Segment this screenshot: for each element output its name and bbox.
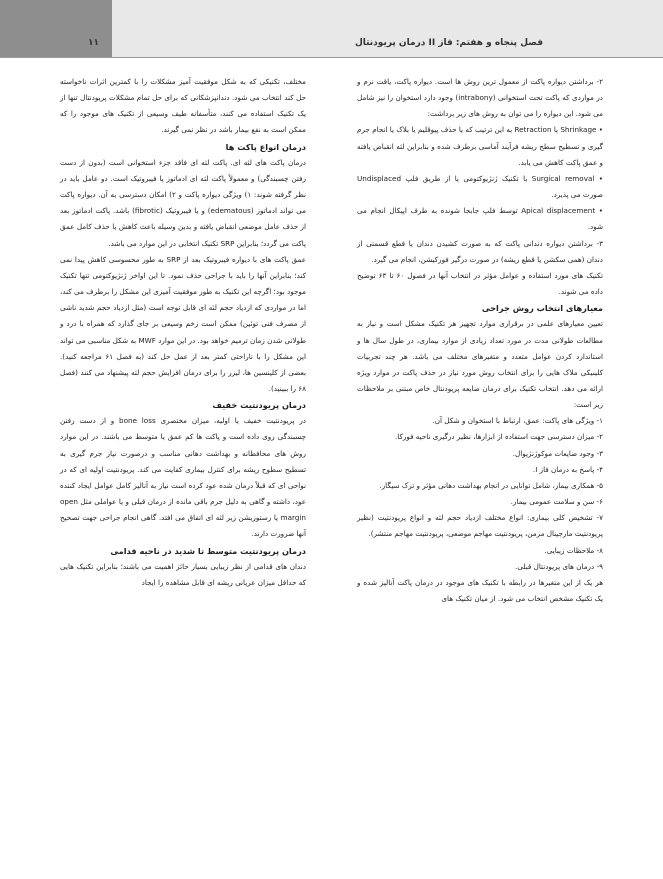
paragraph: ۲- میزان دسترسی جهت استفاده از ابزارها، نظیر درگیری ناحیه فورکا. (395, 432, 603, 442)
paragraph: ۳- وجود ضایعات موکوژنژیوال. (512, 448, 603, 458)
paragraph: ۷- تشخیص کلی بیماری: انواع مختلف ازدیاد حجم لثه و انواع پریودنتیت (نظیر پریودنتیت مارجینال مزمن، پریودنتیت مهاجم موضعی، پریودنتیت مهاجم منتشر). (357, 513, 603, 539)
paragraph: در پریودنتیت خفیف یا اولیه، میزان مختصری bone loss و از دست رفتن چسبندگی روی داده است و پاکت ها کم عمق یا متوسط می باشند. در این موارد روش های محافظانه و بهداشت دهانی مناسب و درصورت نیاز جرم گیری به تسطیح سطوح ریشه برای کنترل بیماری کفایت می کند. پریودنتیت اولیه ای که در نواحی ای که قبلاً درمان شده عود کرده است نیاز به آنالیز کامل عوامل ایجاد کننده عود، داشته و گاهی به دلیل جرم باقی مانده از درمان قبلی و یا عواملی مثل open margin یا رستوریشن زیر لثه ای اتفاق می افتد. گاهی انجام جراحی جهت تصحیح آنها ضرورت دارند. (60, 416, 307, 539)
page-number: ۱۱ (88, 38, 99, 48)
section-heading: معیارهای انتخاب روش جراحی (481, 303, 603, 314)
left-column (60, 74, 306, 591)
paragraph: درمان پاکت های لثه ای. پاکت لثه ای فاقد جزء استخوانی است (بدون از دست رفتن چسبندگی) و معمولاً پاکت لثه ای ادماتوز یا فیبروتیک است. دو عامل باید در نظر گرفته شوند: ۱) ویژگی دیواره پاکت و ۲) امکان دسترسی به آن. دیواره پاکت می تواند ادماتوز (edematous) و یا فیبروتیک (fibrotic) باشد. پاکت ادماتوز بعد از حذف عامل موضعی انقباض یافته و بدین وسیله باعث کاهش یا حذف کامل عمق پاکت می گردد؛ بنابراین SRP تکنیک انتخابی در این موارد می باشد. (60, 157, 306, 248)
paragraph: ۲- برداشتن دیواره پاکت از معمول ترین روش ها است. دیواره پاکت، یاقت نرم و در مواردی که پاکت تحت استخوانی (intrabony) وجود دارد استخوان را نیز شامل می شود. این دیواره را می توان به روش های زیر برداشت: (357, 77, 604, 119)
section-heading: درمان انواع پاکت ها (225, 141, 306, 152)
paragraph: دندان های قدامی از نظر زیبایی بسیار حائز اهمیت می باشند؛ بنابراین تکنیک هایی که حداقل میزان عریانی ریشه ای قابل مشاهده را ایجاد (60, 561, 306, 587)
paragraph: تعیین معیارهای علمی در برقراری موارد تجهیز هر تکنیک مشکل است و نیاز به مطالعات طولانی مدت در مورد تعداد زیادی از موارد بیماری، در طول سال ها و استاندارد کردن عوامل متعدد و متغیرهای مختلف می باشد. هر چند تجربیات کلینیکی ملاک هایی را برای انتخاب روش مورد نیاز در حذف پاکت در موارد ویژه ارائه می دهد. انتخاب تکنیک برای درمان ضایعه پریودنتال خاص مبتنی بر ملاحظات زیر است: (357, 319, 603, 410)
header-block (0, 0, 112, 58)
paragraph: • Shrinkage یا Retraction به این ترتیب که یا حذف پیوقلیم یا بلاک یا انجام جرم گیری و تسطیح سطح ریشه فرآیند آماسی برطرف شده و بنابراین لثه انقباض یافته و عمق پاکت کاهش می یابد. (357, 125, 604, 167)
paragraph: • Surgical removal با تکنیک ژنژیوکتومی یا از طریق فلپ Undisplaced صورت می پذیرد. (357, 173, 603, 200)
page-header (0, 0, 663, 58)
section-heading: درمان پریودنتیت متوسط تا شدید در ناحیه قدامی (110, 545, 306, 556)
paragraph: ۶- سن و سلامت عمومی بیمار. (510, 497, 603, 507)
paragraph: ۵- همکاری بیمار، شامل توانایی در انجام بهداشت دهانی مؤثر و ترک سیگار. (379, 480, 603, 490)
paragraph: تکنیک های مورد استفاده و عوامل مؤثر در انتخاب آنها در فصول ۶۰ تا ۶۳ توضیح داده می شوند. (357, 270, 604, 297)
paragraph: هر یک از این متغیرها در رابطه با تکنیک های موجود در درمان پاکت آنالیز شده و یک تکنیک مشخص انتخاب می شود. از میان تکنیک های (357, 577, 603, 603)
section-heading: درمان پریودنتیت خفیف (212, 400, 306, 411)
paragraph: ۹- درمان های پریودنتال قبلی. (515, 561, 603, 571)
chapter-title: فصل پنجاه و هفتم: فاز II درمان پریودنتال (354, 38, 543, 48)
paragraph: ۸- ملاحظات زیبایی. (544, 545, 603, 555)
paragraph: ۱- ویژگی های پاکت: عمق، ارتباط با استخوان و شکل آن. (432, 416, 603, 426)
paragraph: • Apical displacement توسط فلپ جابجا شونده به طرف اپیکال انجام می شود. (357, 206, 603, 232)
right-column (357, 74, 603, 607)
paragraph: عمق پاکت های با دیواره فیبروتیک بعد از SRP به طور محسوسی کاهش پیدا نمی کند؛ بنابراین آنها را باید با جراحی حذف نمود. تا این اواخر ژنژیوکتومی تنها تکنیک موجود بود؛ اگرچه این تکنیک به طور موفقیت آمیزی این مشکل را برطرف می کند، اما در مواردی که ازدیاد حجم لثه ای قابل توجه است (مثل ازدیاد حجم شدید ناشی از مصرف فنی توئین) ممکن است زخم وسیعی بر جای گذارد که همراه با درد و طولانی شدن زمان ترمیم خواهد بود. در این موارد MWF به شکل مناسبی می تواند این مشکل را با ناراحتی کمتر بعد از عمل حل کند (به فصل ۶۱ مراجعه کنید). بعضی از کلینسین ها، لیزر را برای درمان افزایش حجم لثه پیشنهاد می کنند (فصل ۶۸ را ببینید). (60, 254, 306, 393)
paragraph: ۴- پاسخ به درمان فاز I. (532, 464, 603, 474)
header-rule (0, 57, 663, 58)
paragraph: ۳- برداشتن دیواره دندانی پاکت که به صورت کشیدن دندان یا قطع قسمتی از دندان (همی سکشن یا قطع ریشه) در صورت درگیر فورکیشن، انجام می گیرد. (357, 238, 603, 264)
paragraph: مختلف، تکنیکی که به شکل موفقیت آمیز مشکلات را با کمترین اثرات ناخواسته حل کند انتخاب می شود. دندانپزشکانی که برای حل تمام مشکلات پریودنتال تنها از یک تکنیک استفاده می کنند، متأسفانه طیف وسیعی از تکنیک های موجود را که ممکن است به نفع بیمار باشد در نظر نمی گیرند. (60, 77, 306, 135)
